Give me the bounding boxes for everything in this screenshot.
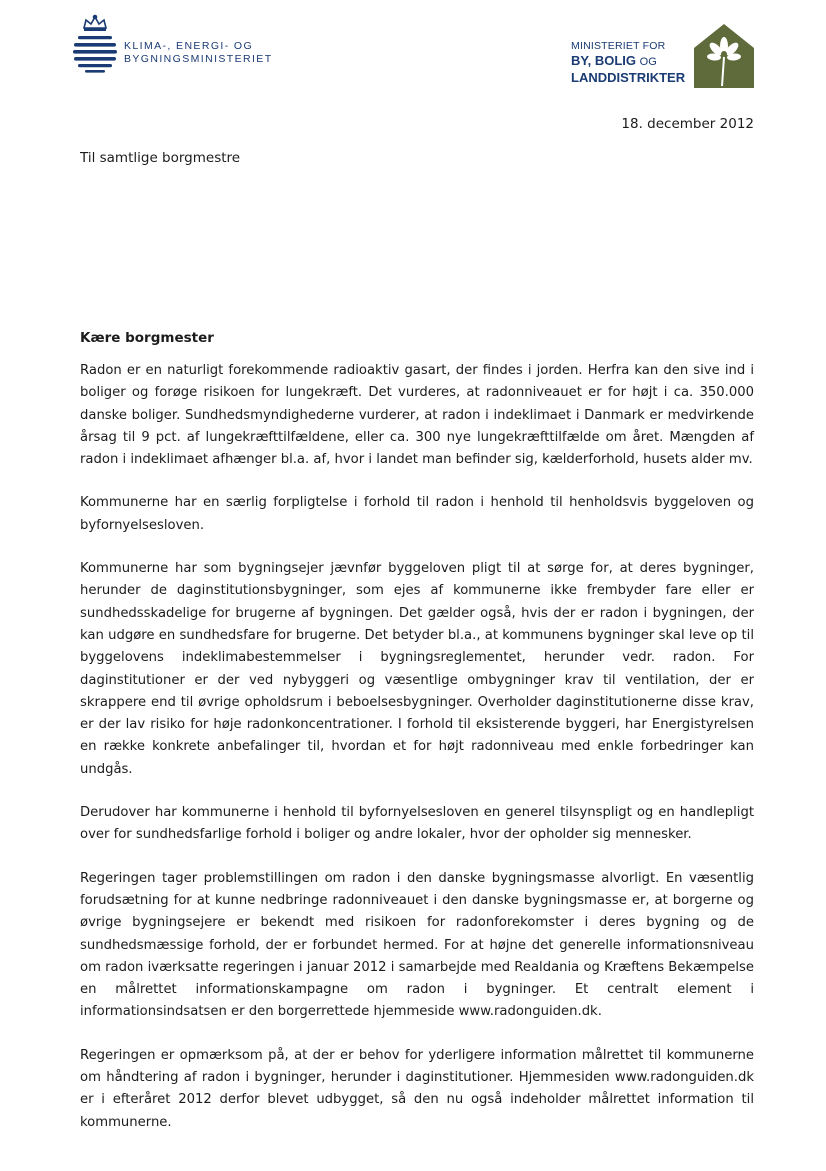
- crown-globe-icon: [72, 14, 118, 74]
- ministry-logo-left: [72, 14, 302, 78]
- letter-body: [80, 360, 754, 1155]
- paragraph-5: Regeringen tager problemstillingen om radon i den danske bygningsmasse alvorligt. En væsentlig forudsætning for at kunne nedbringe radonniveauet i den danske bygningsmasse er, at borgerne og øvrige bygningsejere er bekendt med risikoen for radonforekomster i deres bygning og de sundhedsmæssige forhold, der er forbundet hermed. For at højne det generelle informationsniveau om radon iværksatte regeringen i januar 2012 i samarbejde med Realdania og Kræftens Bekæmpelse en målrettet informationskampagne om radon i bygninger. Et centralt element i informationsindsatsen er den borgerrettede hjemmeside www.radonguiden.dk.: [80, 870, 754, 1020]
- logo-left-line2: BYGNINGSMINISTERIET: [124, 53, 273, 65]
- ministry-logo-right: [566, 22, 756, 90]
- letter-salutation: Kære borgmester: [80, 330, 214, 346]
- letter-date: 18. december 2012: [621, 116, 754, 132]
- logo-right-line1: MINISTERIET FOR: [571, 40, 666, 52]
- paragraph-3: Kommunerne har som bygningsejer jævnfør byggeloven pligt til at sørge for, at deres bygninger, herunder de daginstitutionsbygninger, som ejes af kommunerne ikke frembyder fare eller er sundhedsskadelige for brugerne af bygningen. Det gælder også, hvis der er radon i bygningen, der kan udgøre en sundhedsfare for brugerne. Det betyder bl.a., at kommunens bygninger skal leve op til byggelovens indeklimabestemmelser i bygningsreglementet, herunder vedr. radon. For daginstitutioner er der ved nybyggeri og væsentlige ombygninger krav til ventilation, der er skrappere end til øvrige opholdsrum i beboelsesbygninger. Overholder daginstitutionerne disse krav, er der lav risiko for høje radonkoncentrationer. I forhold til eksisterende byggeri, har Energistyrelsen en række konkrete anbefalinger til, hvordan et for højt radonniveau med enkle forbedringer kan undgås.: [80, 561, 754, 777]
- paragraph-4: Derudover har kommunerne i henhold til byfornyelsesloven en generel tilsynspligt og en handlepligt over for sundhedsfarlige forhold i boliger og andre lokaler, hvor der opholder sig mennesker.: [80, 805, 754, 843]
- letter-recipient: Til samtlige borgmestre: [80, 150, 241, 166]
- paragraph-6: Regeringen er opmærksom på, at der er behov for yderligere information målrettet til kommunerne om håndtering af radon i bygninger, herunder i daginstitutioner. Hjemmesiden www.radonguiden.dk er i efteråret 2012 derfor blevet udbygget, så den nu også indeholder målrettet information til kommunerne.: [80, 1047, 754, 1130]
- logo-right-line2-light: OG: [639, 56, 657, 68]
- paragraph-2: Kommunerne har en særlig forpligtelse i forhold til radon i henhold til henholdsvis byggeloven og byfornyelsesloven.: [80, 495, 754, 533]
- logo-left-line1: KLIMA-, ENERGI- OG: [124, 40, 254, 52]
- logo-right-line3: LANDDISTRIKTER: [571, 70, 686, 85]
- house-flower-icon: [692, 22, 756, 88]
- logo-right-line2-bold: BY, BOLIG: [571, 53, 637, 68]
- paragraph-1: Radon er en naturligt forekommende radioaktiv gasart, der findes i jorden. Herfra kan den sive ind i boliger og forøge risikoen for lungekræft. Det vurderes, at radonniveauet er for højt i ca. 350.000 danske boliger. Sundhedsmyndighederne vurderer, at radon i indeklimaet i Danmark er medvirkende årsag til 9 pct. af lungekræfttilfældene, eller ca. 300 nye lungekræfttilfælde om året. Mængden af radon i indeklimaet afhænger bl.a. af, hvor i landet man befinder sig, kælderforhold, husets alder mv.: [80, 363, 754, 468]
- logo-right-line2: [571, 53, 685, 70]
